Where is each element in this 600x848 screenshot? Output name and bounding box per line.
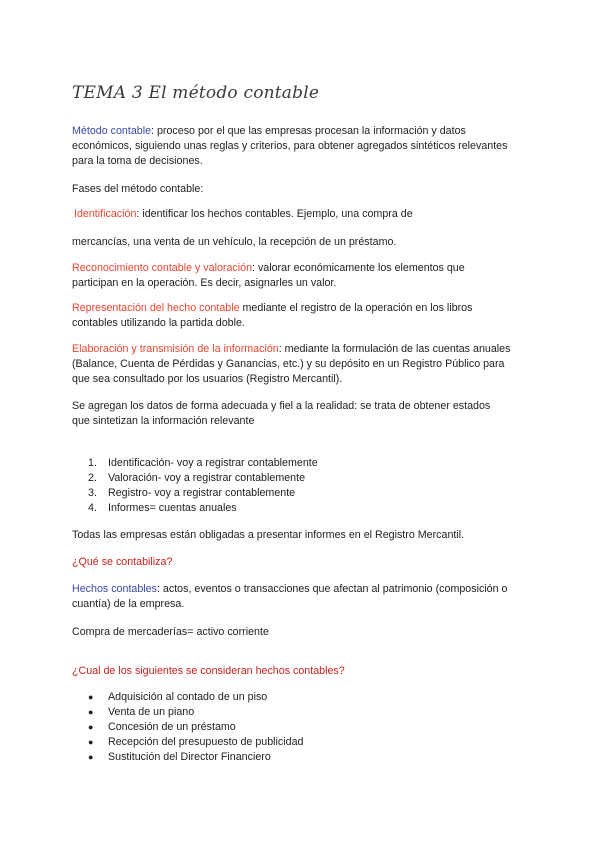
hechos-term: Hechos contables bbox=[72, 583, 157, 595]
metodo-line1: : proceso por el que las empresas procesan la información y datos bbox=[151, 125, 466, 137]
list-item-text: Identificación- voy a registrar contablemente bbox=[108, 457, 318, 469]
identificacion-line1 bbox=[74, 207, 534, 222]
metodo-term: Método contable bbox=[72, 125, 152, 137]
numbered-list bbox=[88, 456, 508, 516]
identificacion-line2: mercancías, una venta de un vehículo, la recepción de un préstamo. bbox=[72, 236, 397, 248]
list-item-text: Adquisición al contado de un piso bbox=[108, 691, 268, 703]
identificacion-rest: : identificar los hechos contables. Ejemplo, una compra de bbox=[136, 208, 413, 220]
elaboracion-line3: que sea consultado por los usuarios (Registro Mercantil). bbox=[72, 373, 343, 385]
reconocimiento-paragraph bbox=[72, 261, 532, 291]
list-number: 2. bbox=[88, 472, 97, 484]
list-item-text: Concesión de un préstamo bbox=[108, 721, 236, 733]
list-item bbox=[88, 705, 508, 720]
agregan-line1: Se agregan los datos de forma adecuada y fiel a la realidad: se trata de obtener estados bbox=[72, 400, 491, 412]
list-item-text: Valoración- voy a registrar contablemente bbox=[108, 472, 306, 484]
elaboracion-term: Elaboración y transmisión de la información bbox=[72, 343, 279, 355]
bullet-icon: ● bbox=[88, 752, 94, 762]
bullet-icon: ● bbox=[88, 707, 94, 717]
que-se-contabiliza-heading: ¿Qué se contabiliza? bbox=[72, 556, 173, 568]
representacion-line2: contables utilizando la partida doble. bbox=[72, 317, 245, 329]
reconocimiento-term: Reconocimiento contable y valoración bbox=[72, 262, 253, 274]
representacion-paragraph bbox=[72, 301, 532, 331]
list-item-text: Informes= cuentas anuales bbox=[108, 502, 237, 514]
list-item-text: Venta de un piano bbox=[108, 706, 195, 718]
bullet-icon: ● bbox=[88, 737, 94, 747]
identificacion-term: Identificación bbox=[74, 208, 137, 220]
todas-paragraph: Todas las empresas están obligadas a presentar informes en el Registro Mercantil. bbox=[72, 529, 465, 541]
list-item bbox=[88, 735, 508, 750]
representacion-term: Representación del hecho contable bbox=[72, 302, 240, 314]
hechos-line2: cuantía) de la empresa. bbox=[72, 598, 185, 610]
list-number: 1. bbox=[88, 457, 97, 469]
list-number: 3. bbox=[88, 487, 97, 499]
list-item-text: Sustitución del Director Financiero bbox=[108, 751, 271, 763]
metodo-paragraph bbox=[72, 124, 532, 169]
list-item bbox=[88, 471, 508, 486]
list-number: 4. bbox=[88, 502, 97, 514]
list-item bbox=[88, 501, 508, 516]
elaboracion-line2: (Balance, Cuenta de Pérdidas y Ganancias, etc.) y su depósito en un Registro Público para bbox=[72, 358, 505, 370]
compra-paragraph: Compra de mercaderías= activo corriente bbox=[72, 626, 269, 638]
bullet-icon: ● bbox=[88, 692, 94, 702]
agregan-line2: que sintetizan la información relevante bbox=[72, 415, 255, 427]
cual-heading: ¿Cual de los siguientes se consideran hechos contables? bbox=[72, 665, 345, 677]
reconocimiento-rest: : valorar económicamente los elementos que bbox=[252, 262, 465, 274]
hechos-paragraph bbox=[72, 582, 532, 612]
list-item bbox=[88, 750, 508, 765]
list-item-text: Registro- voy a registrar contablemente bbox=[108, 487, 296, 499]
representacion-rest: mediante el registro de la operación en los libros bbox=[239, 302, 473, 314]
list-item bbox=[88, 690, 508, 705]
fases-heading: Fases del método contable: bbox=[72, 183, 204, 195]
elaboracion-rest: : mediante la formulación de las cuentas anuales bbox=[278, 343, 511, 355]
bullet-icon: ● bbox=[88, 722, 94, 732]
list-item bbox=[88, 486, 508, 501]
hechos-rest: : actos, eventos o transacciones que afectan al patrimonio (composición o bbox=[156, 583, 508, 595]
elaboracion-paragraph bbox=[72, 342, 532, 387]
reconocimiento-line2: participan en la operación. Es decir, asignarles un valor. bbox=[72, 277, 337, 289]
list-item bbox=[88, 720, 508, 735]
agregan-paragraph bbox=[72, 399, 532, 429]
list-item-text: Recepción del presupuesto de publicidad bbox=[108, 736, 304, 748]
metodo-line2: económicos, siguiendo unas reglas y criterios, para obtener agregados sintéticos relevantes bbox=[72, 140, 508, 152]
metodo-line3: para la toma de decisiones. bbox=[72, 155, 203, 167]
list-item bbox=[88, 456, 508, 471]
page-title: TEMA 3 El método contable bbox=[72, 83, 320, 103]
bullet-list bbox=[88, 690, 508, 765]
